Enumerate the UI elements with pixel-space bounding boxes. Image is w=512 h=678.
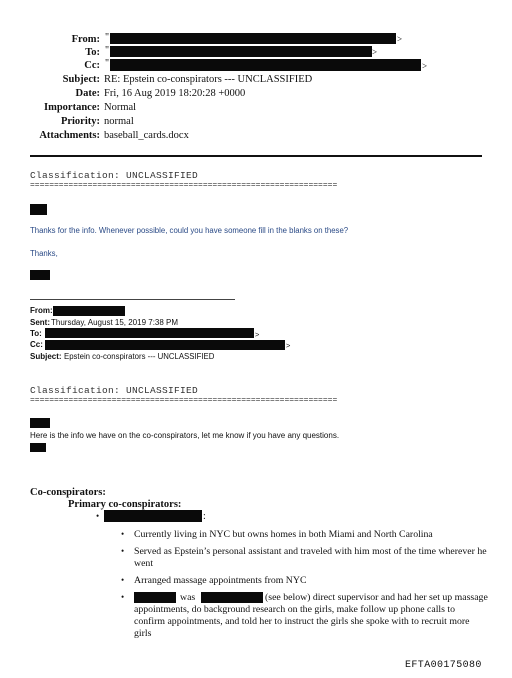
- priority-label: Priority:: [60, 116, 100, 127]
- fwd-classification-dashes: ================================================================: [30, 396, 338, 405]
- bullet: •: [121, 529, 125, 539]
- forward-divider: [30, 299, 235, 300]
- bullet: •: [121, 592, 125, 602]
- list-item: Currently living in NYC but owns homes in both Miami and North Carolina: [134, 529, 433, 540]
- list-item-text: confirm appointments, and told her to instruct the girls she spoke with to recruit more: [134, 616, 470, 627]
- fwd-from-label: From:: [30, 306, 53, 315]
- to-value: ": [105, 45, 110, 56]
- date-value: Fri, 16 Aug 2019 18:20:28 +0000: [104, 88, 246, 99]
- list-item: Arranged massage appointments from NYC: [134, 575, 307, 586]
- fwd-classification-line: Classification: UNCLASSIFIED: [30, 385, 199, 396]
- list-item-text: appointments, do background research on the girls, make follow up phone calls to: [134, 604, 456, 615]
- bates-number: EFTA00175080: [405, 660, 482, 671]
- redaction: [53, 306, 125, 316]
- redaction: [30, 418, 50, 428]
- redaction: [110, 46, 372, 57]
- list-item: Served as Epstein’s personal assistant and traveled with him most of the time wherever he went: [134, 546, 487, 569]
- fwd-body: Here is the info we have on the co-conspirators, let me know if you have any questions.: [30, 431, 340, 440]
- to-label: To:: [85, 47, 100, 58]
- fwd-to-gt: >: [255, 330, 260, 339]
- redaction: [45, 340, 285, 350]
- redaction: [30, 270, 50, 280]
- cc-value: ": [105, 58, 110, 69]
- section-heading: Co-conspirators:: [30, 487, 106, 498]
- header-divider: [30, 155, 482, 157]
- redaction: [30, 204, 47, 215]
- cc-gt: >: [422, 61, 428, 71]
- bullet: •: [121, 546, 125, 556]
- redaction: [45, 328, 254, 338]
- fwd-subject-value: Epstein co-conspirators --- UNCLASSIFIED: [64, 352, 215, 361]
- bullet: •: [96, 511, 100, 521]
- subject-value: RE: Epstein co-conspirators --- UNCLASSIFIED: [104, 74, 313, 85]
- fwd-to-label: To:: [30, 329, 42, 338]
- importance-value: Normal: [104, 102, 137, 113]
- list-item-text: (see below) direct supervisor and had her set up massage: [265, 592, 488, 603]
- redaction: [110, 59, 421, 71]
- subject-label: Subject:: [62, 74, 100, 85]
- cc-label: Cc:: [84, 60, 100, 71]
- redaction: [30, 443, 46, 452]
- priority-value: normal: [104, 116, 134, 127]
- name-colon: :: [203, 511, 206, 522]
- reply-thanks: Thanks,: [30, 249, 58, 258]
- from-gt: >: [397, 34, 403, 44]
- fwd-subject-label: Subject:: [30, 352, 62, 361]
- bullet: •: [121, 575, 125, 585]
- fwd-cc-label: Cc:: [30, 340, 43, 349]
- to-gt: >: [372, 47, 378, 57]
- reply-body: Thanks for the info. Whenever possible, could you have someone fill in the blanks on these?: [30, 226, 349, 235]
- redaction: [201, 592, 263, 603]
- list-item-text: girls: [134, 628, 152, 639]
- fwd-cc-gt: >: [286, 341, 291, 350]
- redaction: [104, 510, 202, 522]
- from-value: ": [105, 32, 110, 43]
- attachments-label: Attachments:: [39, 130, 100, 141]
- section-subheading: Primary co-conspirators:: [68, 499, 182, 510]
- list-item-was: was: [180, 592, 196, 603]
- classification-dashes: ================================================================: [30, 181, 338, 190]
- fwd-sent-label: Sent:: [30, 318, 50, 327]
- from-label: From:: [71, 34, 100, 45]
- attachments-value: baseball_cards.docx: [104, 130, 189, 141]
- redaction: [110, 33, 396, 44]
- classification-line: Classification: UNCLASSIFIED: [30, 170, 199, 181]
- redaction: [134, 592, 176, 603]
- date-label: Date:: [75, 88, 100, 99]
- fwd-sent-value: Thursday, August 15, 2019 7:38 PM: [51, 318, 179, 327]
- importance-label: Importance:: [44, 102, 100, 113]
